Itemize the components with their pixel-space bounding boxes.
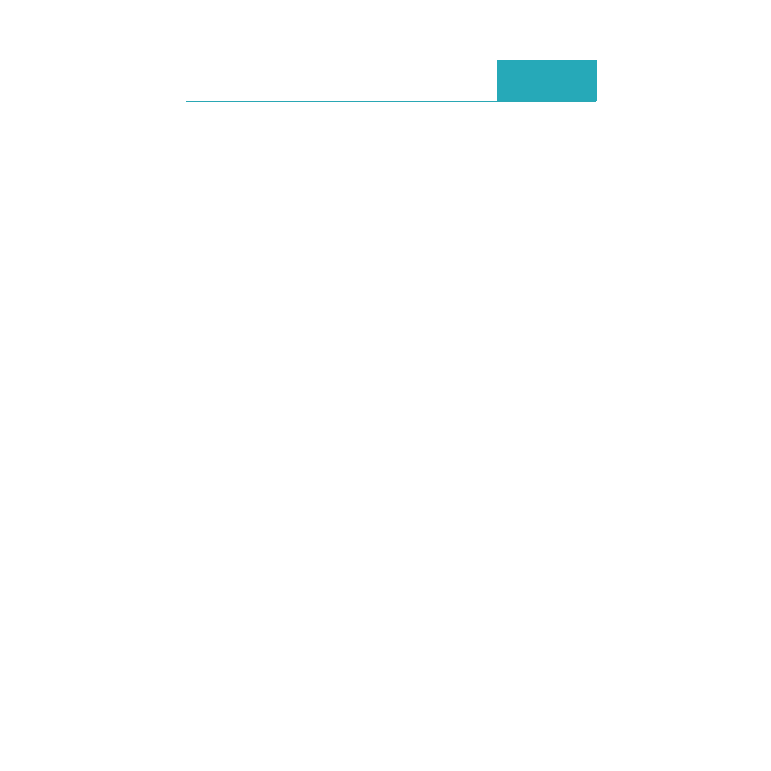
header-rule xyxy=(186,101,596,102)
part-label xyxy=(497,60,597,101)
